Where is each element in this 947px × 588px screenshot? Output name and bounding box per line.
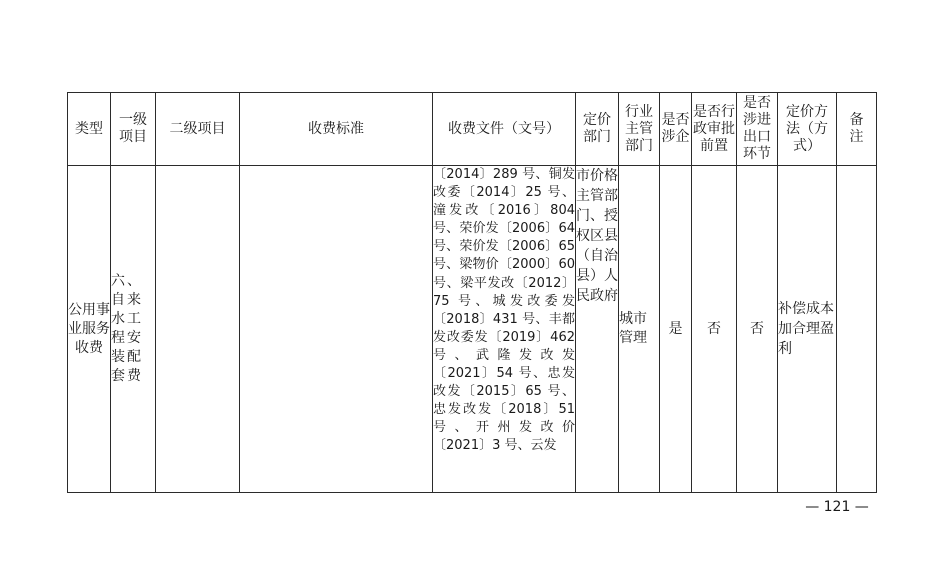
- cell-item1: 六、自来水工程安装配套费: [111, 166, 156, 493]
- header-standard: 收费标准: [240, 93, 433, 166]
- cell-import-export: 否: [737, 166, 778, 493]
- cell-admin-approval: 否: [692, 166, 737, 493]
- cell-remarks: [837, 166, 877, 493]
- document-text: 〔2014〕289 号、铜发改委〔2014〕25 号、潼发改〔2016〕804 号、荣价发〔2006〕64 号、荣价发〔2006〕65 号、梁物价〔2000〕60 号、梁平发改〔2012〕75 号、城发改委发〔2018〕431 号、丰都发改委发〔2019〕462 号、武隆发改发〔2021〕54 号、忠发改发〔2015〕65 号、忠发改发〔2018〕51 号、开州发改价〔2021〕3 号、云发: [433, 167, 575, 454]
- header-item1: 一级项目: [111, 93, 156, 166]
- header-import-export: 是否涉进出口环节: [737, 93, 778, 166]
- cell-pricing-method: 补偿成本加合理盈利: [778, 166, 837, 493]
- cell-industry-dept: 城市管理: [619, 166, 660, 493]
- cell-pricing-dept: 市价格主管部门、授权区县（自治县）人民政府: [576, 166, 619, 493]
- cell-standard: [240, 166, 433, 493]
- cell-item2: [156, 166, 240, 493]
- header-pricing-method: 定价方法（方式）: [778, 93, 837, 166]
- cell-type: 公用事业服务收费: [68, 166, 111, 493]
- header-remarks: 备注: [837, 93, 877, 166]
- header-type: 类型: [68, 93, 111, 166]
- table-row: [68, 166, 877, 493]
- fee-table: [67, 92, 877, 493]
- header-item2: 二级项目: [156, 93, 240, 166]
- header-admin-approval: 是否行政审批前置: [692, 93, 737, 166]
- header-industry-dept: 行业主管部门: [619, 93, 660, 166]
- table-header-row: [68, 93, 877, 166]
- header-document: 收费文件（文号）: [433, 93, 576, 166]
- cell-document: [433, 166, 576, 493]
- header-pricing-dept: 定价部门: [576, 93, 619, 166]
- cell-involves-enterprise: 是: [660, 166, 692, 493]
- header-involves-enterprise: 是否涉企: [660, 93, 692, 166]
- page-number: — 121 —: [805, 499, 869, 515]
